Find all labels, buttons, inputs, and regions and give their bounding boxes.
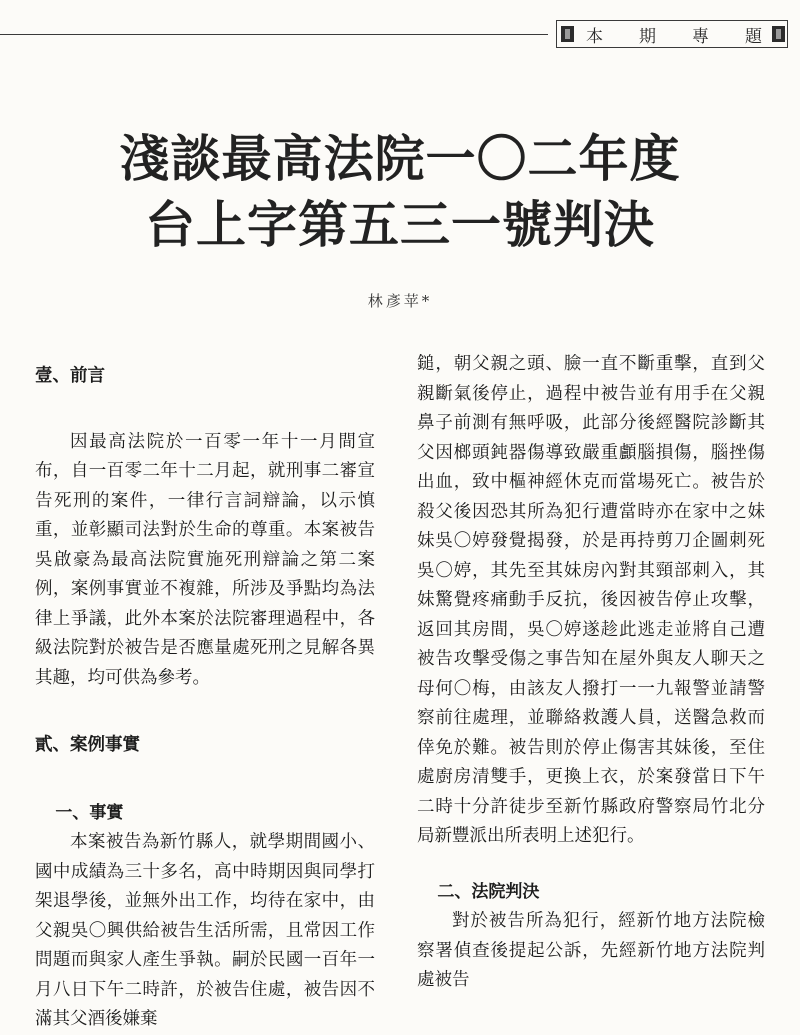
section-heading-preface: 壹、前言 [35, 366, 105, 386]
section-header [556, 20, 788, 48]
ruling-paragraph: 對於被告所為犯行，經新竹地方法院檢察署偵查後提起公訴，先經新竹地方法院判處被告 [417, 911, 765, 990]
subheading-ruling: 二、法院判決 [437, 881, 540, 902]
article-title [0, 126, 800, 258]
header-square-icon [561, 26, 574, 42]
title-line-2: 台上字第五三一號判決 [145, 196, 655, 254]
left-column [35, 350, 375, 1029]
header-rule [0, 34, 548, 35]
facts-paragraph: 本案被告為新竹縣人，就學期間國小、國中成績為三十多名，高中時期因與同學打架退學後，並無外出工作，均待在家中，由父親吳〇興供給被告生活所需，且常因工作問題而與家人產生爭執。嗣於民國一百年一月八日下午二時許，於被告住處，被告因不滿其父酒後嫌棄 [35, 832, 375, 1029]
section-label-char: 期 [639, 26, 656, 47]
subheading-facts: 一、事實 [55, 802, 124, 823]
section-label-char: 題 [745, 26, 762, 47]
section-heading-facts: 貳、案例事實 [35, 735, 140, 755]
section-label-char: 本 [586, 26, 603, 47]
author-name: 林彥苹* [367, 292, 433, 310]
intro-paragraph: 因最高法院於一百零一年十一月間宣布，自一百零二年十二月起，就刑事二審宣告死刑的案件，一律行言詞辯論，以示慎重，並彰顯司法對於生命的尊重。本案被告吳啟豪為最高法院實施死刑辯論之第二案例，案例事實並不複雜，所涉及爭點均為法律上爭議，此外本案於法院審理過程中，各級法院對於被告是否應量處死刑之見解各異其趣，均可供為參考。 [35, 431, 375, 688]
title-line-1: 淺談最高法院一〇二年度 [119, 130, 681, 188]
facts-continued-paragraph: 鎚，朝父親之頭、臉一直不斷重擊，直到父親斷氣後停止，過程中被告並有用手在父親鼻子前測有無呼吸，此部分後經醫院診斷其父因榔頭鈍器傷導致嚴重顱腦損傷，腦挫傷出血，致中樞神經休克而當場死亡。被告於殺父後因恐其所為犯行遭當時亦在家中之妹妹吳〇婷發覺揭發，於是再持剪刀企圖刺死吳〇婷，其先至其妹房內對其頸部刺入，其妹驚覺疼痛動手反抗，後因被告停止攻擊，返回其房間，吳〇婷遂趁此逃走並將自己遭被告攻擊受傷之事告知在屋外與友人聊天之母何〇梅，由該友人撥打一一九報警並請警察前往處理，並聯絡救護人員，送醫急救而倖免於難。被告則於停止傷害其妹後，至住處廚房清雙手，更換上衣，於案發當日下午二時十分許徒步至新竹縣政府警察局竹北分局新豐派出所表明上述犯行。 [417, 354, 765, 846]
right-column [417, 350, 765, 990]
section-label-char: 專 [692, 26, 709, 47]
section-label [580, 22, 772, 47]
header-square-icon [772, 26, 785, 42]
